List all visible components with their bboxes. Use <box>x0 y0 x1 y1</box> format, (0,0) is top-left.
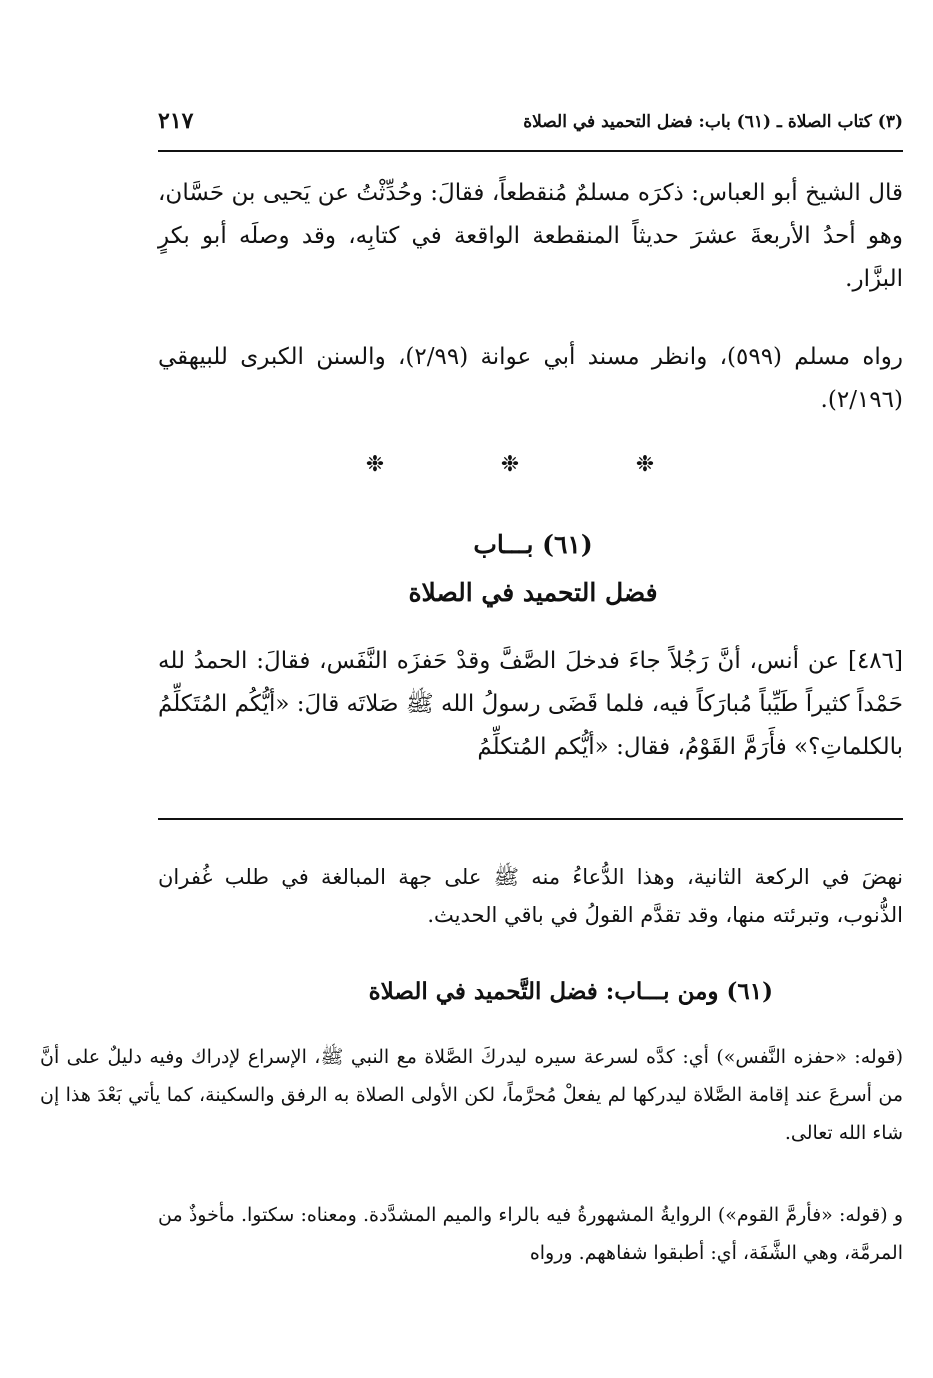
main-paragraph-2: رواه مسلم (٥٩٩)، وانظر مسند أبي عوانة (٢/٩٩)، والسنن الكبرى للبيهقي (٢/١٩٦). <box>158 344 904 413</box>
star-ornament: ❉ <box>635 452 655 477</box>
commentary-divider <box>158 818 903 820</box>
page-header <box>158 108 903 148</box>
chapter-title: فضل التحميد في الصلاة <box>408 578 658 607</box>
main-paragraph-1: قال الشيخ أبو العباس: ذكرَه مسلمٌ مُنقطعاً، فقالَ: وحُدِّثْتُ عن يَحيى بن حَسَّان، وهو أحدُ الأربعةَ عشرَ حديثاً المنقطعة الواقعة في كتابِه، وقد وصلَه أبو بكرٍ البزَّار. <box>158 180 903 292</box>
header-divider <box>158 150 903 152</box>
running-title: (٣) كتاب الصلاة ـ (٦١) باب: فضل التحميد في الصلاة <box>523 112 903 132</box>
commentary-heading: (٦١) ومن بـــاب: فضل التَّحميد في الصلاة <box>368 978 773 1005</box>
star-ornament: ❉ <box>500 452 520 477</box>
commentary-paragraph-2: (قوله: «حفزه النَّفس») أي: كدَّه لسرعة سيره ليدركَ الصَّلاة مع النبي ﷺ، الإسراع لإدراك وفيه دليلٌ على أنَّ من أسرعَ عند إقامة الصَّلاة ليدركها لم يفعلْ مُحرَّماً، لكن الأولى الصلاة به الرفق والسكينة، كما يأتي بَعْدَ هذا إن شاء الله تعالى. <box>40 1046 903 1144</box>
star-ornament: ❉ <box>365 452 385 477</box>
commentary-paragraph-1: نهضَ في الركعة الثانية، وهذا الدُّعاءُ منه ﷺ على جهة المبالغة في طلب غُفران الذُّنوب، وتبرئته منها، وقد تقدَّم القولُ في باقي الحديث. <box>158 865 903 927</box>
chapter-number: (٦١) بـــاب <box>473 530 593 559</box>
commentary-paragraph-3: و (قوله: «فأرمَّ القوم») الروايةُ المشهورةُ فيه بالراء والميم المشدَّدة. ومعناه: سكتوا. مأخوذٌ من المرمَّة، وهي الشَّفَة، أي: أطبقوا شفاههم. ورواه <box>158 1204 903 1264</box>
page-number: ٢١٧ <box>158 108 194 134</box>
section-separator <box>360 452 660 482</box>
hadith-text: [٤٨٦] عن أنس، أنَّ رَجُلاً جاءَ فدخلَ الصَّفَّ وقدْ حَفزَه النَّفَس، فقالَ: الحمدُ لله حَمْداً كثيراً طَيِّباً مُبارَكاً فيه، فلما قَضَى رسولُ الله ﷺ صَلاتَه قالَ: «أيُّكُم المُتَكلِّمُ بالكلماتِ؟» فأَرَمَّ القَوْمُ، فقال: «أيُّكم المُتكلِّمُ <box>158 648 903 760</box>
